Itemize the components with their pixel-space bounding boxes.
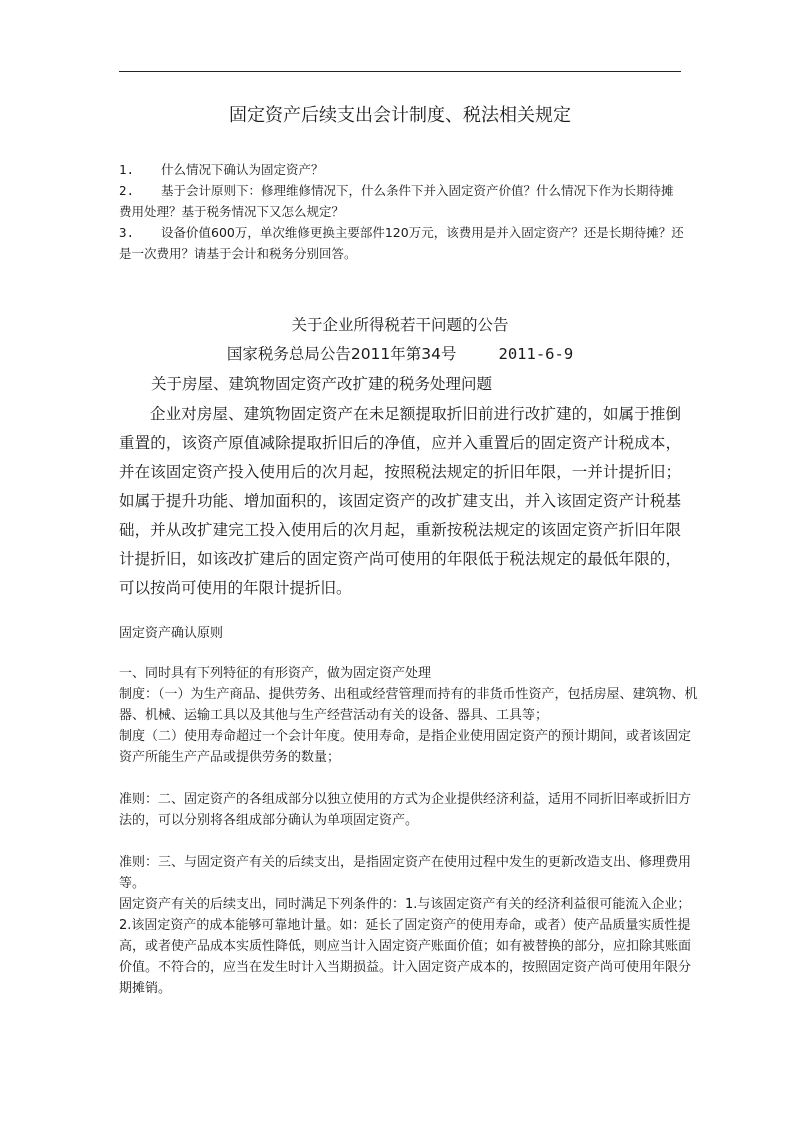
- question-number: 1.: [119, 162, 135, 177]
- section1-rule2: 制度（二）使用寿命超过一个会计年度。使用寿命，是指企业使用固定资产的预计期间，或者该固定资产所能生产产品或提供劳务的数量；: [119, 729, 692, 765]
- header-rule: [119, 71, 681, 72]
- question-2: [119, 180, 684, 222]
- section3-body: 固定资产有关的后续支出，同时满足下列条件的：1.与该固定资产有关的经济利益很可能流入企业；2.该固定资产的成本能够可靠地计量。如：延长了固定资产的使用寿命，或者）使产品质量实质性提高，或者使产品成本实质性降低，则应当计入固定资产账面价值；如有被替换的部分，应扣除其账面价值。不符合的，应当在发生时计入当期损益。计入固定资产成本的，按照固定资产尚可使用年限分期摊销。: [119, 897, 692, 996]
- question-1: [119, 159, 684, 180]
- section1-title: 一、同时具有下列特征的有形资产，做为固定资产处理: [119, 666, 432, 681]
- section2: 准则：二、固定资产的各组成部分以独立使用的方式为企业提供经济利益，适用不同折旧率或折旧方法的，可以分别将各组成部分确认为单项固定资产。: [119, 792, 692, 828]
- recognition-heading: 固定资产确认原则: [119, 626, 224, 641]
- announcement-doc-id: [0, 342, 800, 366]
- question-text: 基于会计原则下：修理维修情况下，什么条件下并入固定资产价值？什么情况下作为长期待摊费用处理？基于税务情况下又怎么规定？: [119, 183, 674, 219]
- doc-date: 2011-6-9: [498, 345, 574, 363]
- question-3: [119, 222, 684, 264]
- section3-title: 准则：三、与固定资产有关的后续支出，是指固定资产在使用过程中发生的更新改造支出、修理费用等。: [119, 855, 692, 891]
- question-text: 什么情况下确认为固定资产？: [161, 162, 324, 177]
- section1-rule1: 制度：（一）为生产商品、提供劳务、出租或经营管理而持有的非货币性资产，包括房屋、建筑物、机器、机械、运输工具以及其他与生产经营活动有关的设备、器具、工具等；: [119, 687, 698, 723]
- doc-number: 国家税务总局公告2011年第34号: [226, 345, 457, 363]
- question-text: 设备价值600万，单次维修更换主要部件120万元，该费用是并入固定资产？还是长期待摊？还是一次费用？请基于会计和税务分别回答。: [119, 225, 684, 261]
- question-number: 3.: [119, 225, 135, 240]
- announcement-title: 关于企业所得税若干问题的公告: [291, 316, 509, 334]
- announcement-subheading: 关于房屋、建筑物固定资产改扩建的税务处理问题: [151, 375, 493, 393]
- announcement-body: 企业对房屋、建筑物固定资产在未足额提取折旧前进行改扩建的，如属于推倒重置的，该资产原值减除提取折旧后的净值，应并入重置后的固定资产计税成本，并在该固定资产投入使用后的次月起，按照税法规定的折旧年限，一并计提折旧；如属于提升功能、增加面积的，该固定资产的改扩建支出，并入该固定资产计税基础，并从改扩建完工投入使用后的次月起，重新按税法规定的该固定资产折旧年限计提折旧，如该改扩建后的固定资产尚可使用的年限低于税法规定的最低年限的，可以按尚可使用的年限计提折旧。: [119, 405, 681, 597]
- document-title: 固定资产后续支出会计制度、税法相关规定: [229, 105, 571, 126]
- question-number: 2.: [119, 183, 135, 198]
